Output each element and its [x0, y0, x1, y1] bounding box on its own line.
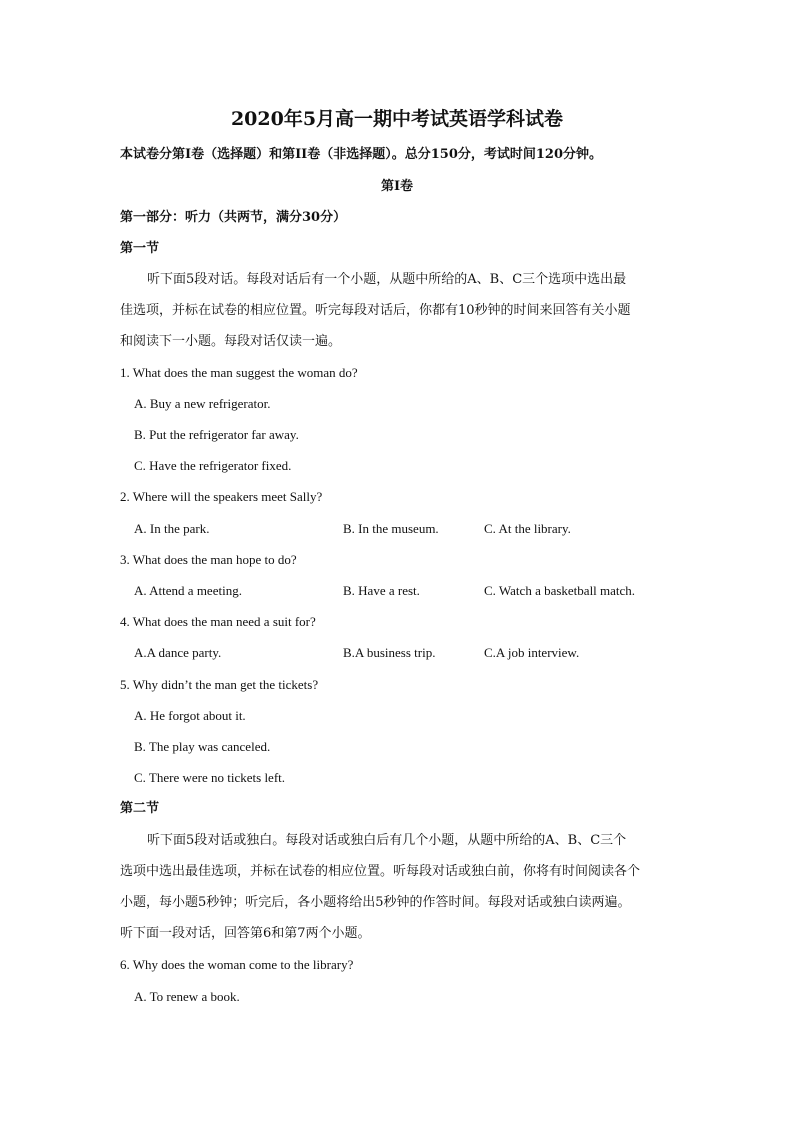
section1-instruction-line: 听下面5段对话。每段对话后有一个小题，从题中所给的A、B、C三个选项中选出最 [147, 272, 627, 287]
question-1: 1. What does the man suggest the woman do? [120, 365, 358, 380]
section1-heading: 第一节 [120, 241, 160, 256]
section2-instruction-line: 听下面一段对话，回答第6和第7两个小题。 [120, 926, 371, 941]
q2-option-b: B. In the museum. [343, 521, 439, 536]
section2-instruction-line: 听下面5段对话或独白。每段对话或独白后有几个小题，从题中所给的A、B、C三个 [147, 833, 627, 848]
exam-intro: 本试卷分第I卷（选择题）和第II卷（非选择题）。总分150分，考试时间120分钟。 [120, 147, 603, 162]
q1-option-b: B. Put the refrigerator far away. [134, 427, 299, 442]
section2-instruction-line: 小题，每小题5秒钟；听完后，各小题将给出5秒钟的作答时间。每段对话或独白读两遍。 [120, 895, 631, 910]
question-4: 4. What does the man need a suit for? [120, 614, 316, 629]
q2-option-c: C. At the library. [484, 521, 571, 536]
q1-option-c: C. Have the refrigerator fixed. [134, 458, 292, 473]
question-3: 3. What does the man hope to do? [120, 552, 297, 567]
q3-option-a: A. Attend a meeting. [134, 583, 242, 598]
q5-option-c: C. There were no tickets left. [134, 770, 286, 785]
question-6: 6. Why does the woman come to the library? [120, 957, 354, 972]
q4-option-c: C.A job interview. [484, 645, 580, 660]
exam-title: 2020年5月高一期中考试英语学科试卷 [230, 108, 564, 130]
section1-instruction-line: 和阅读下一小题。每段对话仅读一遍。 [120, 334, 342, 349]
q4-option-a: A.A dance party. [134, 645, 222, 660]
section2-instruction-line: 选项中选出最佳选项，并标在试卷的相应位置。听每段对话或独白前，你将有时间阅读各个 [120, 864, 641, 879]
volume-heading: 第I卷 [380, 179, 414, 194]
section2-heading: 第二节 [120, 801, 160, 816]
q3-option-b: B. Have a rest. [343, 583, 420, 598]
q1-option-a: A. Buy a new refrigerator. [134, 396, 271, 411]
part1-heading: 第一部分：听力（共两节，满分30分） [120, 210, 347, 225]
section1-instruction-line: 佳选项，并标在试卷的相应位置。听完每段对话后，你都有10秒钟的时间来回答有关小题 [120, 303, 631, 318]
question-5: 5. Why didn’t the man get the tickets? [120, 677, 319, 692]
q2-option-a: A. In the park. [134, 521, 210, 536]
question-2: 2. Where will the speakers meet Sally? [120, 489, 323, 504]
q3-option-c: C. Watch a basketball match. [484, 583, 636, 598]
q4-option-b: B.A business trip. [343, 645, 436, 660]
q5-option-b: B. The play was canceled. [134, 739, 271, 754]
q5-option-a: A. He forgot about it. [134, 708, 246, 723]
q6-option-a: A. To renew a book. [134, 989, 240, 1004]
